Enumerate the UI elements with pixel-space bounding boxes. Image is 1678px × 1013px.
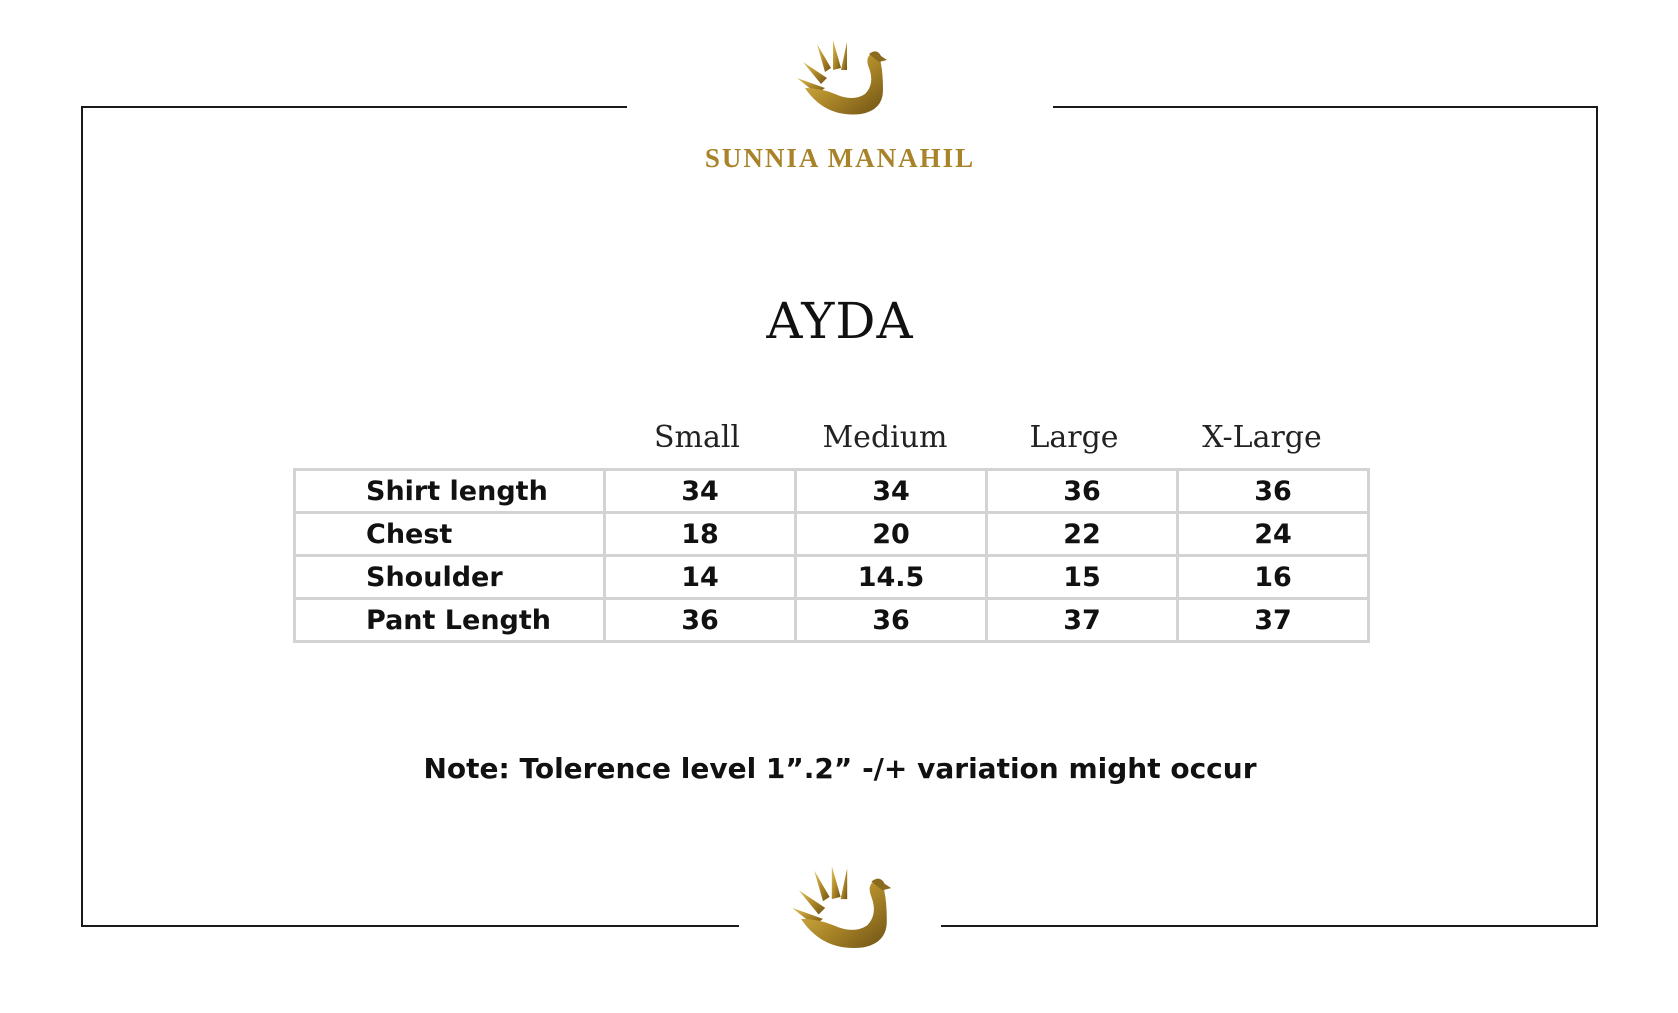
- frame-bottom-right: [941, 925, 1598, 927]
- table-row: [295, 470, 1369, 513]
- table-row: [295, 599, 1369, 642]
- column-header-large: Large: [1029, 420, 1119, 455]
- column-header-medium: Medium: [822, 420, 948, 455]
- table-cell: 37: [987, 599, 1178, 642]
- table-cell: 14.5: [796, 556, 987, 599]
- brand-name: SUNNIA MANAHIL: [704, 143, 976, 173]
- table-cell: 24: [1178, 513, 1369, 556]
- table-cell: 34: [796, 470, 987, 513]
- size-chart-table: [293, 468, 1370, 643]
- table-cell: 36: [605, 599, 796, 642]
- golden-swan-icon: [795, 38, 895, 120]
- column-header-small: Small: [653, 420, 741, 455]
- table-cell: 36: [1178, 470, 1369, 513]
- row-label: Chest: [295, 513, 605, 556]
- table-cell: 22: [987, 513, 1178, 556]
- tolerance-note: Note: Tolerence level 1”.2” -/+ variation might occur: [423, 752, 1257, 785]
- table-cell: 36: [796, 599, 987, 642]
- table-cell: 36: [987, 470, 1178, 513]
- frame-top-left: [81, 106, 627, 108]
- table-row: [295, 513, 1369, 556]
- table-cell: 37: [1178, 599, 1369, 642]
- column-header-xlarge: X-Large: [1202, 420, 1322, 455]
- table-row: [295, 556, 1369, 599]
- frame-left: [81, 106, 83, 927]
- frame-right: [1596, 106, 1598, 927]
- row-label: Shirt length: [295, 470, 605, 513]
- table-cell: 15: [987, 556, 1178, 599]
- table-cell: 16: [1178, 556, 1369, 599]
- row-label: Shoulder: [295, 556, 605, 599]
- table-cell: 34: [605, 470, 796, 513]
- table-cell: 14: [605, 556, 796, 599]
- frame-top-right: [1053, 106, 1598, 108]
- frame-bottom-left: [81, 925, 739, 927]
- golden-swan-icon: [790, 862, 900, 956]
- product-title: AYDA: [766, 292, 914, 350]
- row-label: Pant Length: [295, 599, 605, 642]
- table-cell: 18: [605, 513, 796, 556]
- table-cell: 20: [796, 513, 987, 556]
